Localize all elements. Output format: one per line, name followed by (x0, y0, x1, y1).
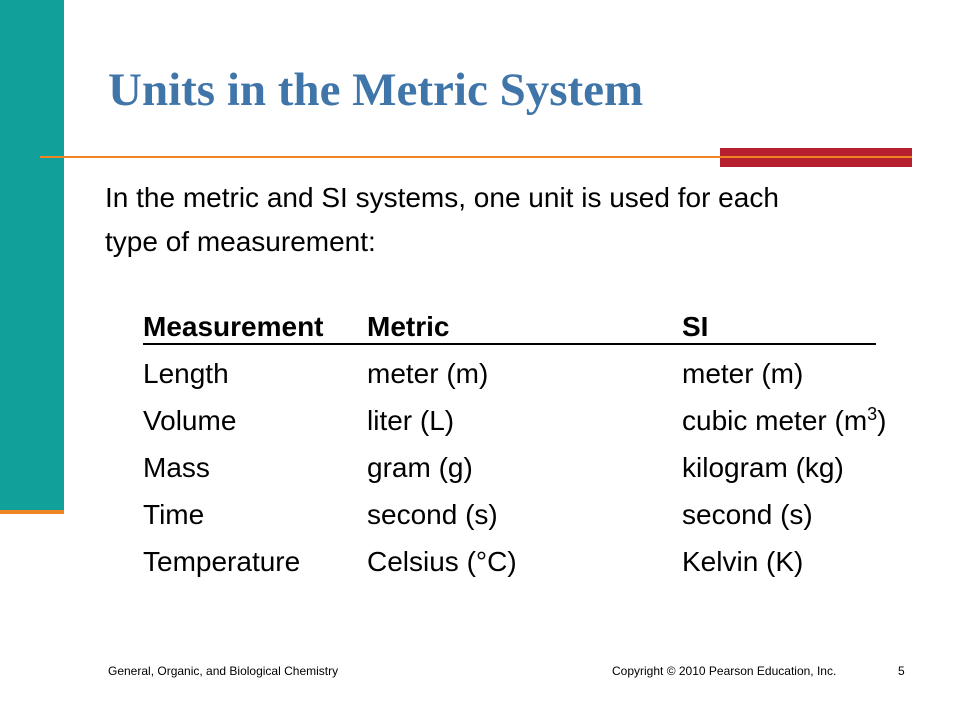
cell-measurement: Time (143, 499, 205, 530)
cell-measurement: Temperature (143, 546, 301, 577)
title-rule-overlay (720, 156, 912, 158)
cell-si: kilogram (kg) (682, 452, 844, 483)
header-si: SI (682, 311, 709, 342)
cell-si-exponent: 3 (867, 404, 878, 424)
header-measurement: Measurement (143, 311, 324, 342)
header-metric: Metric (367, 311, 450, 342)
header-underline (143, 343, 876, 345)
footer-course: General, Organic, and Biological Chemistry (108, 664, 339, 678)
cell-si (682, 401, 887, 441)
cell-metric: second (s) (367, 499, 498, 530)
page-number: 5 (898, 664, 905, 678)
cell-measurement: Length (143, 358, 229, 389)
cell-si: Kelvin (K) (682, 546, 804, 577)
slide-title: Units in the Metric System (108, 64, 644, 116)
left-bar-accent (0, 510, 64, 514)
cell-si: meter (m) (682, 358, 804, 389)
intro-line-2: type of measurement: (105, 226, 376, 257)
cell-si-text: cubic meter (m (682, 405, 868, 436)
cell-measurement: Volume (143, 405, 237, 436)
cell-metric: Celsius (°C) (367, 546, 517, 577)
cell-si-close: ) (877, 405, 887, 436)
cell-measurement: Mass (143, 452, 210, 483)
cell-metric: meter (m) (367, 358, 489, 389)
cell-metric: liter (L) (367, 405, 455, 436)
intro-text (105, 176, 925, 264)
cell-si: second (s) (682, 499, 813, 530)
left-decorative-bar (0, 0, 64, 510)
cell-metric: gram (g) (367, 452, 473, 483)
intro-line-1: In the metric and SI systems, one unit is used for each (105, 182, 779, 213)
footer-copyright: Copyright © 2010 Pearson Education, Inc. (612, 664, 837, 678)
